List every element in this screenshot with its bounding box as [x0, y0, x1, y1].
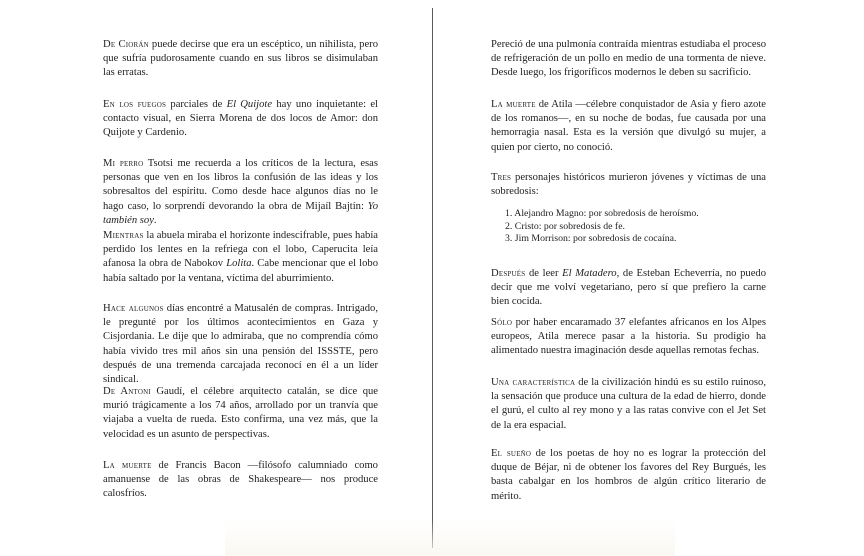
- book-title: Lolita: [226, 258, 252, 270]
- paragraph-text: Tsotsi me recuerda a los críticos de la lectura, esas personas que ven en los libros la confusión de las ideas y los sobresaltos del espíritu. Como desde hace algunos días no le hago caso, lo sorprendí devorando la obra de Mijaíl Bajtín:: [103, 158, 379, 212]
- paragraph-text: de Atila —célebre conquistador de Asia y fiero azote de los romanos—, en su noche de bodas, fue causada por una hemorragia nasal. Esta es la versión que divulgó su mujer, a quien por cierto, no conoció.: [491, 99, 766, 153]
- paragraph-lead: El sueño: [491, 448, 532, 459]
- paragraph-hindu: [491, 376, 766, 433]
- paragraph-text: Gaudí, el célebre arquitecto catalán, se dice que murió trágicamente a los 74 años, arrollado por un tranvía que viajaba a vuelta de rueda. Esto confirma, una vez más, que la velocidad es un asunto de perspectivas.: [103, 386, 378, 440]
- sobredosis-list: [491, 208, 766, 246]
- paragraph-lead: Hace algunos: [103, 303, 164, 314]
- paragraph-lead: La muerte: [491, 99, 536, 110]
- paragraph-lead: Mi perro: [103, 158, 144, 169]
- paragraph-text: , de Esteban Echeverría, no puedo decir que me volví vegetariano, pero sí que prefiero la carne bien cocida.: [491, 268, 767, 308]
- right-page: [433, 0, 864, 556]
- book-title: El Matadero: [562, 268, 617, 279]
- paragraph-gaudi: [103, 385, 378, 442]
- paragraph-cioran: [103, 38, 378, 81]
- page-bottom-shadow: [225, 520, 675, 556]
- paragraph-pulmonia: [491, 38, 766, 81]
- paragraph-lead: Sólo: [491, 317, 513, 328]
- list-item: 3. Jim Morrison: por sobredosis de cocaína.: [505, 233, 677, 245]
- paragraph-lead: En los fuegos: [103, 99, 167, 110]
- list-item: 1. Alejandro Magno: por sobredosis de heroísmo.: [505, 208, 699, 219]
- paragraph-text: de Francis Bacon —filósofo calumniado como amanuense de las obras de Shakespeare— nos produce calosfríos.: [103, 460, 378, 500]
- paragraph-text: .: [153, 214, 157, 226]
- paragraph-lead: Una característica: [491, 377, 576, 388]
- paragraph-matusalen: [103, 302, 378, 387]
- paragraph-lead: La muerte: [103, 460, 152, 471]
- paragraph-text: la abuela miraba el horizonte indescifrable, pues había perdido los lentes en la refriega con el lobo, Caperucita leía afanosa la obra de Nabokov: [103, 230, 378, 270]
- paragraph-text: puede decirse que era un escéptico, un nihilista, pero que sufría pudorosamente cuando en sus libros se disimulaban las erratas.: [103, 39, 379, 79]
- paragraph-perro: [103, 157, 378, 228]
- paragraph-text: días encontré a Matusalén de compras. Intrigado, le pregunté por los últimos acontecimientos en Gaza y Cisjordania. Le dije que lo admiraba, que no comprendía cómo había vivido tres mil años sin una pensión del ISSSTE, pero después de una tremenda carcajada reconocí en él a un líder sindical.: [103, 303, 378, 386]
- paragraph-lead: Después: [491, 268, 526, 279]
- paragraph-text: Pereció de una pulmonía contraída mientras estudiaba el proceso de refrigeración de un pollo en medio de una tormenta de nieve. Desde luego, los frigoríficos modernos le deben su sacrificio.: [491, 39, 766, 79]
- paragraph-bacon: [103, 459, 378, 502]
- paragraph-poetas: [491, 447, 766, 504]
- paragraph-caperucita: [103, 229, 378, 286]
- list-item: 2. Cristo: por sobredosis de fe.: [505, 220, 625, 232]
- paragraph-lead: De Ciorán: [103, 39, 149, 50]
- paragraph-lead: Tres: [491, 172, 512, 183]
- paragraph-atila-muerte: [491, 98, 766, 155]
- book-title: Yo también soy: [103, 200, 378, 226]
- book-title: El Quijote: [226, 99, 273, 110]
- paragraph-text: de la civilización hindú es su estilo ruinoso, la sensación que produce una cultura de la edad de hierro, donde el gurú, el culto al rey mono y a las ratas convive con el Jet Set de la era espacial.: [491, 377, 766, 431]
- paragraph-text: de leer: [525, 268, 563, 279]
- paragraph-text: personajes históricos murieron jóvenes y víctimas de una sobredosis:: [491, 172, 766, 198]
- paragraph-text: por haber encaramado 37 elefantes africanos en los Alpes europeos, Atila merece pasar a la historia. Su prodigio ha alimentado nuestra imaginación desde aquellas remotas fechas.: [491, 317, 766, 357]
- paragraph-text: de los poetas de hoy no es lograr la protección del duque de Béjar, ni de obtener los favores del Rey Burgués, les basta cabalgar en los hombros de algún crítico literario de mérito.: [491, 448, 766, 502]
- paragraph-matadero: [491, 267, 766, 310]
- paragraph-elefantes: [491, 316, 766, 359]
- paragraph-lead: De Antoni: [103, 386, 151, 397]
- paragraph-text: hay uno inquietante: el contacto visual, en Sierra Morena de dos locos de Amor: don Quijote y Cardenio.: [103, 99, 378, 139]
- paragraph-lead: Mientras: [103, 230, 144, 241]
- paragraph-tres-personajes: [491, 171, 766, 199]
- paragraph-text: . Cabe mencionar que el lobo había saltado por la ventana, víctima del aburrimiento.: [103, 258, 378, 284]
- paragraph-quijote: [103, 98, 378, 141]
- paragraph-text: parciales de: [166, 99, 227, 110]
